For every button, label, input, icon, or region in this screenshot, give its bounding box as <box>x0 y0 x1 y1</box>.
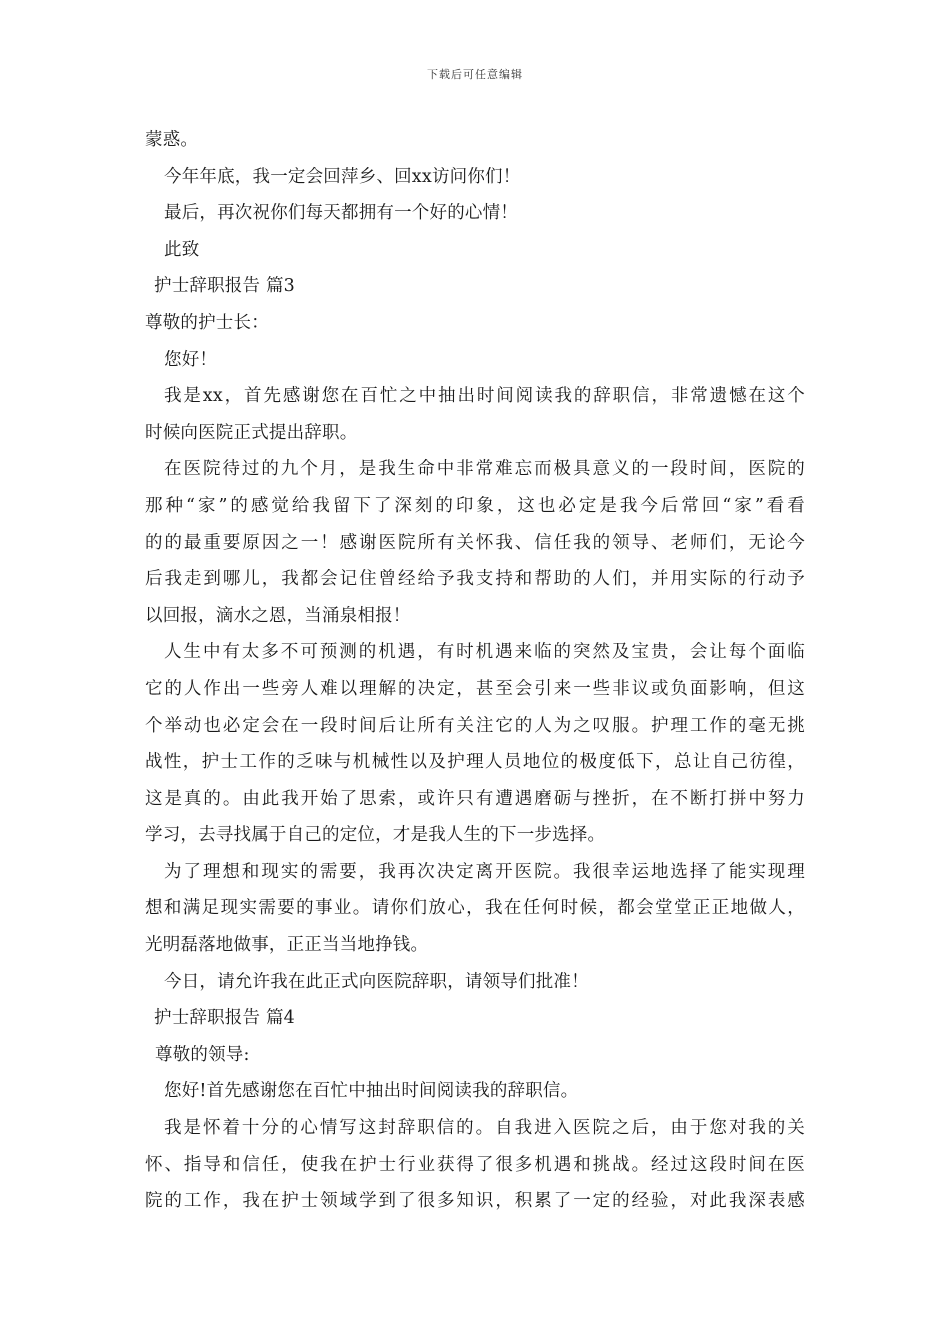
text-line: 人生中有太多不可预测的机遇，有时机遇来临的突然及宝贵，会让每个面临 <box>164 642 805 663</box>
text-line: 今年年底，我一定会回萍乡、回xx访问你们！ <box>164 166 521 187</box>
text-line: 战性，护士工作的乏味与机械性以及护理人员地位的极度低下，总让自己彷徨， <box>145 752 805 773</box>
page-header-note: 下载后可任意编辑 <box>427 68 523 81</box>
text-line: 这是真的。由此我开始了思索，或许只有遭遇磨砺与挫折，在不断打拼中努力 <box>145 788 805 809</box>
greeting: 您好!首先感谢您在百忙中抽出时间阅读我的辞职信。 <box>164 1081 579 1102</box>
text-line: 我是怀着十分的心情写这封辞职信的。自我进入医院之后，由于您对我的关 <box>164 1118 805 1139</box>
text-line: 它的人作出一些旁人难以理解的决定，甚至会引来一些非议或负面影响，但这 <box>145 678 805 699</box>
text-line: 此致 <box>164 239 200 260</box>
greeting: 您好！ <box>164 349 218 370</box>
text-line: 今日，请允许我在此正式向医院辞职，请领导们批准！ <box>164 971 589 992</box>
text-line: 院的工作，我在护士领域学到了很多知识，积累了一定的经验，对此我深表感 <box>145 1191 805 1212</box>
text-line: 我是xx，首先感谢您在百忙之中抽出时间阅读我的辞职信，非常遗憾在这个 <box>164 386 805 407</box>
text-line: 以回报，滴水之恩，当涌泉相报！ <box>145 605 411 626</box>
salutation: 尊敬的领导: <box>155 1044 250 1065</box>
section-heading: 护士辞职报告 篇3 <box>154 276 295 297</box>
text-line: 个举动也必定会在一段时间后让所有关注它的人为之叹服。护理工作的毫无挑 <box>145 715 805 736</box>
text-line: 蒙惑。 <box>145 130 199 150</box>
text-line: 想和满足现实需要的事业。请你们放心，我在任何时候，都会堂堂正正地做人， <box>145 898 805 919</box>
text-line: 在医院待过的九个月，是我生命中非常难忘而极具意义的一段时间，医院的 <box>164 459 805 480</box>
text-line: 为了理想和现实的需要，我再次决定离开医院。我很幸运地选择了能实现理 <box>164 861 805 882</box>
section-heading: 护士辞职报告 篇4 <box>154 1008 295 1029</box>
text-line: 学习，去寻找属于自己的定位，才是我人生的下一步选择。 <box>145 825 606 846</box>
text-line: 那种“家”的感觉给我留下了深刻的印象，这也必定是我今后常回“家”看看 <box>145 495 805 516</box>
text-line: 光明磊落地做事，正正当当地挣钱。 <box>145 935 429 956</box>
document-body <box>145 122 805 1220</box>
text-line: 时候向医院正式提出辞职。 <box>145 422 358 443</box>
text-line: 怀、指导和信任，使我在护士行业获得了很多机遇和挑战。经过这段时间在医 <box>145 1154 805 1175</box>
text-line: 的的最重要原因之一！感谢医院所有关怀我、信任我的领导、老师们，无论今 <box>145 532 805 553</box>
text-line: 最后，再次祝你们每天都拥有一个好的心情！ <box>164 203 518 224</box>
text-line: 后我走到哪儿，我都会记住曾经给予我支持和帮助的人们，并用实际的行动予 <box>145 569 805 590</box>
salutation: 尊敬的护士长： <box>145 312 269 333</box>
